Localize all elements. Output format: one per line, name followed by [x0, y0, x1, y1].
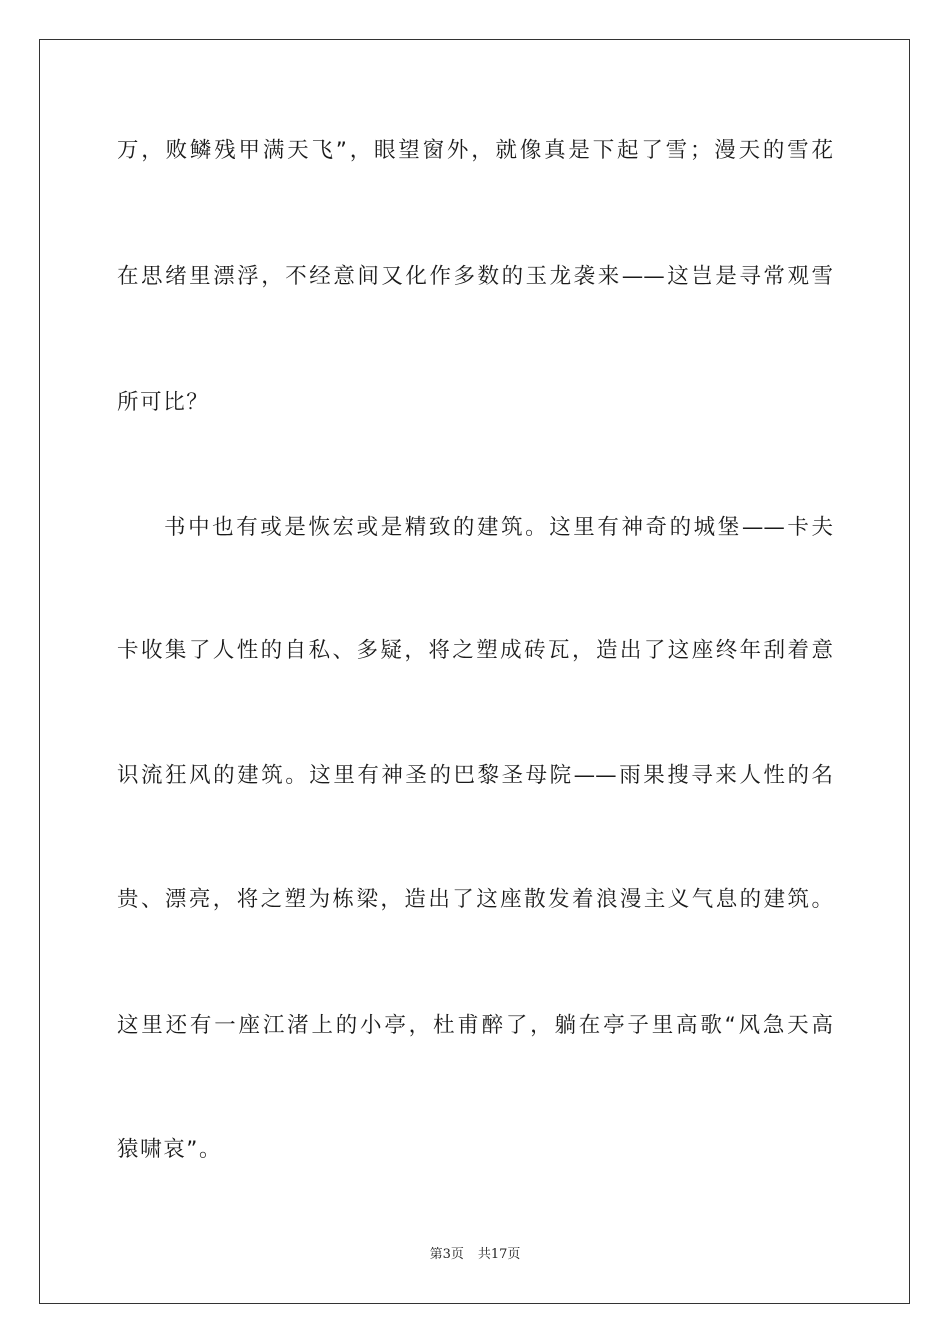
body-line-2: 在思绪里漂浮，不经意间又化作多数的玉龙袭来——这岂是寻常观雪 — [117, 264, 833, 289]
body-line-7: 贵、漂亮，将之塑为栋梁，造出了这座散发着浪漫主义气息的建筑。 — [117, 887, 833, 912]
body-line-5: 卡收集了人性的自私、多疑，将之塑成砖瓦，造出了这座终年刮着意 — [117, 638, 833, 663]
page-border — [39, 39, 910, 1304]
page-total: 共17页 — [477, 1247, 521, 1262]
body-line-9: 猿啸哀”。 — [117, 1137, 223, 1162]
page-footer — [0, 1246, 950, 1264]
body-line-1: 万，败鳞残甲满天飞”，眼望窗外，就像真是下起了雪；漫天的雪花 — [117, 138, 833, 163]
body-line-6: 识流狂风的建筑。这里有神圣的巴黎圣母院——雨果搜寻来人性的名 — [117, 763, 833, 788]
body-line-3: 所可比？ — [117, 390, 210, 415]
page-number: 第3页 — [429, 1247, 464, 1262]
body-line-4: 书中也有或是恢宏或是精致的建筑。这里有神奇的城堡——卡夫 — [164, 515, 833, 540]
body-line-8: 这里还有一座江渚上的小亭，杜甫醉了，躺在亭子里高歌“风急天高 — [117, 1013, 833, 1038]
